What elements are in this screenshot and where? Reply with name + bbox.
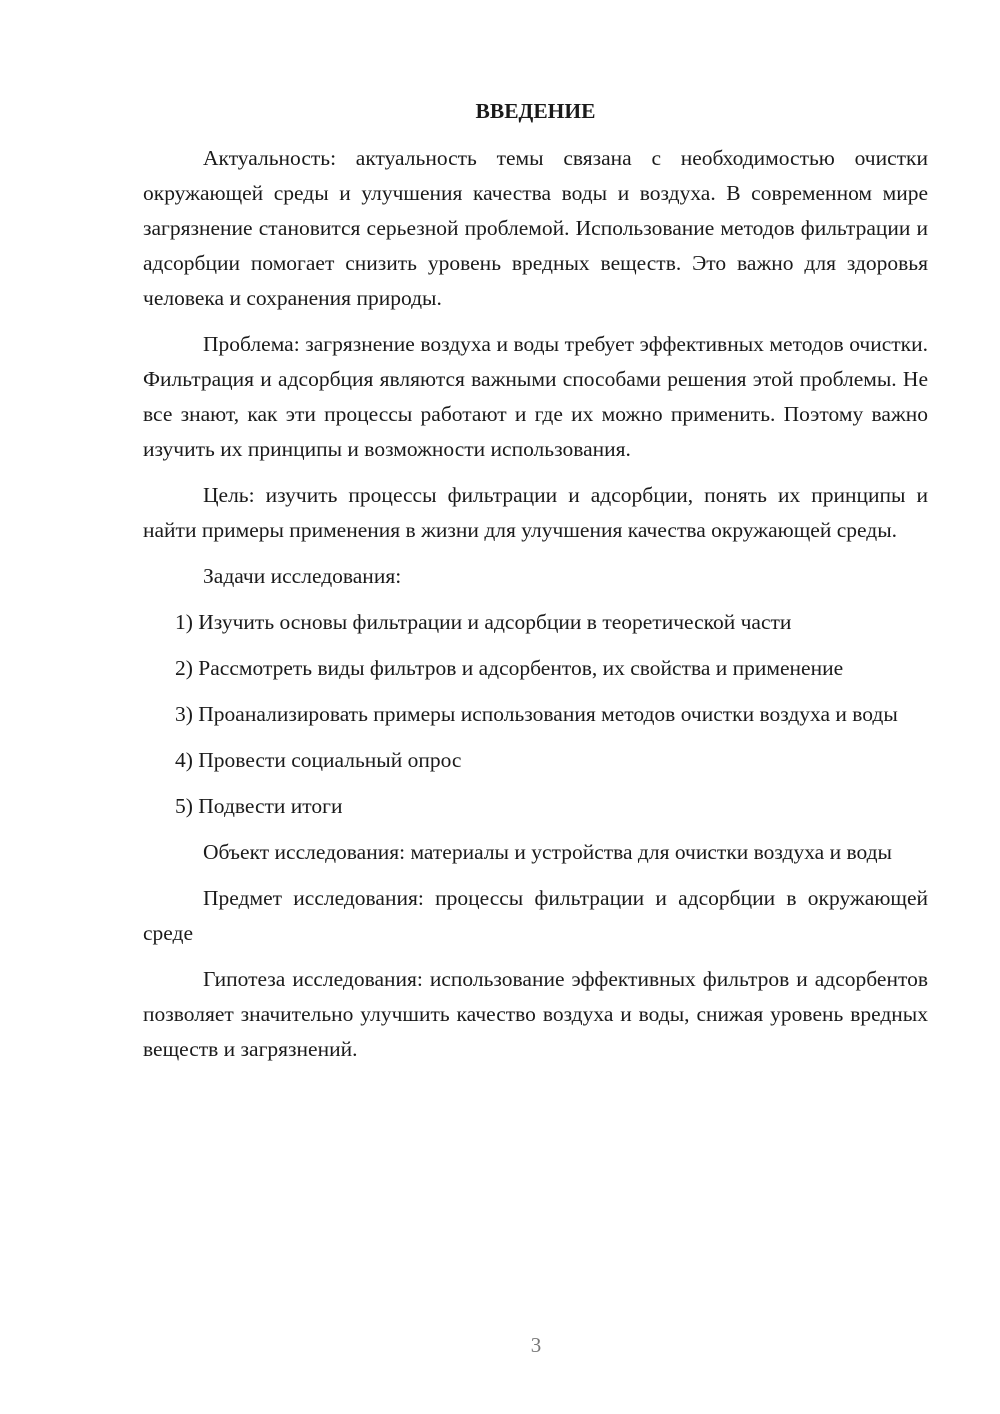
task-item: 4) Провести социальный опрос [175, 748, 462, 772]
paragraph-hypothesis: Гипотеза исследования: использование эффективных фильтров и адсорбентов позволяет значительно улучшить качество воздуха и воды, снижая уровень вредных веществ и загрязнений. [143, 967, 928, 1061]
section-title: ВВЕДЕНИЕ [475, 99, 596, 123]
paragraph-subject: Предмет исследования: процессы фильтрации и адсорбции в окружающей среде [143, 886, 928, 945]
task-item: 5) Подвести итоги [175, 794, 343, 818]
task-item: 2) Рассмотреть виды фильтров и адсорбентов, их свойства и применение [175, 656, 844, 680]
task-item: 3) Проанализировать примеры использования методов очистки воздуха и воды [175, 702, 898, 726]
paragraph-object: Объект исследования: материалы и устройства для очистки воздуха и воды [203, 840, 892, 864]
paragraph-problem: Проблема: загрязнение воздуха и воды требует эффективных методов очистки. Фильтрация и адсорбция являются важными способами решения этой проблемы. Не все знают, как эти процессы работают и где их можно применить. Поэтому важно изучить их принципы и возможности использования. [143, 332, 928, 461]
page-number: 3 [530, 1333, 542, 1357]
paragraph-tasks-heading: Задачи исследования: [203, 564, 402, 588]
task-item: 1) Изучить основы фильтрации и адсорбции в теоретической части [175, 610, 792, 634]
document-page [143, 94, 928, 1078]
paragraph-goal: Цель: изучить процессы фильтрации и адсорбции, понять их принципы и найти примеры применения в жизни для улучшения качества окружающей среды. [143, 483, 928, 542]
paragraph-relevance: Актуальность: актуальность темы связана с необходимостью очистки окружающей среды и улучшения качества воды и воздуха. В современном мире загрязнение становится серьезной проблемой. Использование методов фильтрации и адсорбции помогает снизить уровень вредных веществ. Это важно для здоровья человека и сохранения природы. [143, 146, 928, 310]
